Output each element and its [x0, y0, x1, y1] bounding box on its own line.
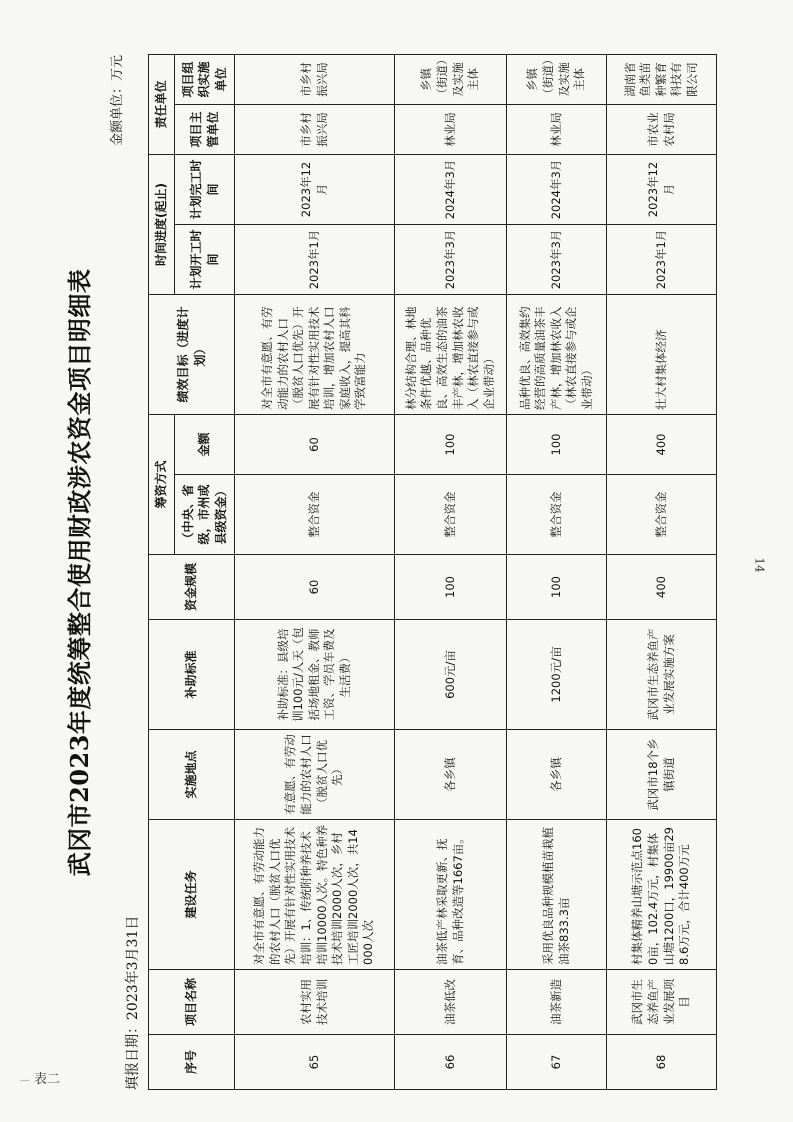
header-location: 实施地点 — [149, 730, 235, 820]
cell-project-name: 农村实用技术培训 — [235, 970, 395, 1035]
table-row — [607, 54, 717, 1089]
cell-seq: 66 — [395, 1035, 507, 1090]
cell-performance-target: 对全市有意愿、有劳动能力的农村人口（脱贫人口优先）开展有针对性实用技术培训，增加农村人口家庭收入，提高其科学致富能力 — [235, 294, 395, 414]
cell-location: 各乡镇 — [507, 730, 607, 820]
cell-planned-end: 2024年3月 — [395, 154, 507, 224]
cell-fund-scale: 400 — [607, 555, 717, 620]
header-implementing-unit: 项目组织实施单位 — [175, 54, 235, 104]
header-planned-start: 计划开工时间 — [175, 224, 235, 294]
cell-subsidy-standard: 武冈市生态养鱼产业发展实施方案 — [607, 620, 717, 730]
cell-fund-scale: 100 — [507, 555, 607, 620]
header-funding-method: 筹资方式 — [149, 414, 175, 554]
cell-planned-start: 2023年1月 — [235, 224, 395, 294]
header-planned-end: 计划完工时间 — [175, 154, 235, 224]
cell-seq: 65 — [235, 1035, 395, 1090]
cell-implementing-unit: 市乡村振兴局 — [235, 54, 395, 104]
amount-unit: 金额单位：万元 — [110, 55, 125, 147]
table-row — [507, 54, 607, 1089]
cell-implementing-unit: 乡镇（街道）及实施主体 — [507, 54, 607, 104]
form-label-text: 表二 — [34, 1072, 61, 1087]
cell-performance-target: 林分结构合理、林地条件优越、品种优良、高效生态的油茶丰产林，增加林农收入（林农直接参与或企业带动） — [395, 294, 507, 414]
cell-construction-task: 采用优良品种规模植苗栽植油茶833.3亩 — [507, 820, 607, 970]
form-label — [20, 1068, 60, 1087]
cell-location: 各乡镇 — [395, 730, 507, 820]
header-amount: 金额 — [175, 414, 235, 474]
project-table — [148, 54, 717, 1090]
header-supervising-unit: 项目主管单位 — [175, 104, 235, 154]
cell-performance-target: 品种优良、高效集约经营的高质量油茶丰产林，增加林农收入（林农直接参与或企业带动） — [507, 294, 607, 414]
header-subsidy-standard: 补助标准 — [149, 620, 235, 730]
cell-planned-start: 2023年3月 — [507, 224, 607, 294]
cell-planned-start: 2023年3月 — [395, 224, 507, 294]
cell-seq: 67 — [507, 1035, 607, 1090]
header-funding-source: （中央、省级，市州或县级资金） — [175, 475, 235, 555]
cell-seq: 68 — [607, 1035, 717, 1090]
cell-planned-end: 2023年12月 — [607, 154, 717, 224]
header-responsible: 责任单位 — [149, 54, 175, 154]
cell-implementing-unit: 乡镇（街道）及实施主体 — [395, 54, 507, 104]
cell-supervising-unit: 林业局 — [395, 104, 507, 154]
cell-location: 有意愿、有劳动能力的农村人口（脱贫人口优先） — [235, 730, 395, 820]
cell-project-name: 武冈市生态养鱼产业发展项目 — [607, 970, 717, 1035]
cell-funding-source: 整合资金 — [395, 475, 507, 555]
cell-location: 武冈市18个乡镇街道 — [607, 730, 717, 820]
header-performance-target: 绩效目标（进度计划） — [149, 294, 235, 414]
cell-supervising-unit: 市农业农村局 — [607, 104, 717, 154]
cell-construction-task: 村集体精养山塘示范点1600亩，102.4万元，村集体山塘1200口，19900亩298.6万元，合计400万元 — [607, 820, 717, 970]
header-construction-task: 建设任务 — [149, 820, 235, 970]
cell-project-name: 油茶新造 — [507, 970, 607, 1035]
cell-planned-end: 2023年12月 — [235, 154, 395, 224]
cell-performance-target: 壮大村集体经济 — [607, 294, 717, 414]
cell-funding-source: 整合资金 — [235, 475, 395, 555]
document-title: 武冈市2023年度统筹整合使用财政涉农资金项目明细表 — [65, 268, 94, 877]
cell-planned-end: 2024年3月 — [507, 154, 607, 224]
cell-construction-task: 油茶低产林采取更新、抚育、品种改造等1667亩。 — [395, 820, 507, 970]
page-number: 14 — [752, 557, 767, 573]
cell-planned-start: 2023年1月 — [607, 224, 717, 294]
header-fund-scale: 资金规模 — [149, 555, 235, 620]
cell-fund-scale: 100 — [395, 555, 507, 620]
cell-subsidy-standard: 1200元/亩 — [507, 620, 607, 730]
cell-amount: 100 — [395, 414, 507, 474]
header-schedule: 时间进度(起止) — [149, 154, 175, 294]
cell-supervising-unit: 林业局 — [507, 104, 607, 154]
scan-mark: — — [20, 1075, 30, 1086]
cell-supervising-unit: 市乡村振兴局 — [235, 104, 395, 154]
report-date: 填报日期：2023年3月31日 — [125, 915, 141, 1090]
document-sheet — [60, 55, 770, 1090]
header-project-name: 项目名称 — [149, 970, 235, 1035]
table-row — [235, 54, 395, 1089]
cell-amount: 60 — [235, 414, 395, 474]
cell-funding-source: 整合资金 — [507, 475, 607, 555]
cell-funding-source: 整合资金 — [607, 475, 717, 555]
cell-subsidy-standard: 补助标准：县级培训100元/人天（包括场地租金、教师工资、学员车费及生活费） — [235, 620, 395, 730]
cell-amount: 100 — [507, 414, 607, 474]
cell-fund-scale: 60 — [235, 555, 395, 620]
header-seq: 序号 — [149, 1035, 235, 1090]
cell-subsidy-standard: 600元/亩 — [395, 620, 507, 730]
header-row-1 — [149, 54, 175, 1089]
table-row — [395, 54, 507, 1089]
cell-project-name: 油茶低改 — [395, 970, 507, 1035]
cell-amount: 400 — [607, 414, 717, 474]
cell-construction-task: 对全市有意愿、有劳动能力的农村人口（脱贫人口优先）开展有针对性实用技术培训：1、传统附种养技术培训10000人次。特色种养技术培训2000人次，乡村工匠培训2000人次，共14000人次 — [235, 820, 395, 970]
cell-implementing-unit: 湖南省鱼类苗种繁育科技有限公司 — [607, 54, 717, 104]
